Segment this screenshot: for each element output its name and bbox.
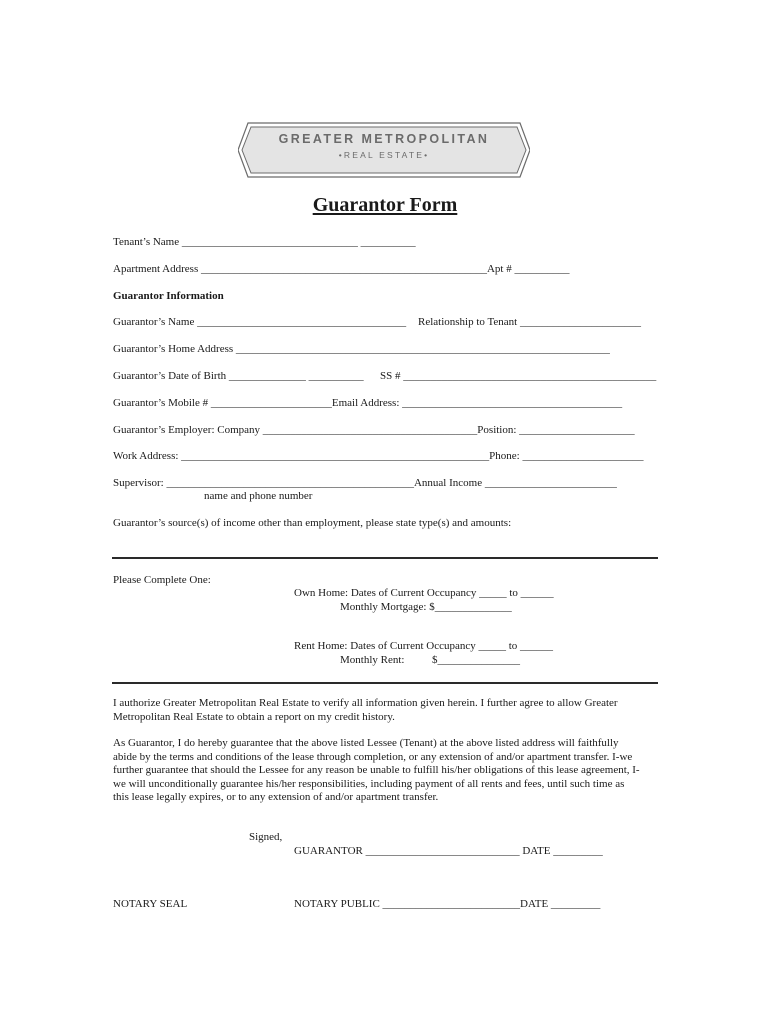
ss-number-field[interactable]: SS # ______________________________________________ [380,370,657,382]
logo-text-secondary: •REAL ESTATE• [338,150,430,160]
form-title: Guarantor Form [312,194,458,216]
guarantor-signature-field[interactable]: GUARANTOR ____________________________ DATE _________ [294,845,603,857]
employer-position-field[interactable]: Guarantor’s Employer: Company _______________________________________Position: _____________________ [113,424,635,436]
divider-rule [112,557,658,559]
mobile-email-field[interactable]: Guarantor’s Mobile # ______________________Email Address: ________________________________________ [113,397,623,409]
authorization-paragraph [113,697,649,724]
relationship-field[interactable]: Relationship to Tenant ______________________ [418,316,641,328]
home-address-field[interactable]: Guarantor’s Home Address ____________________________________________________________________ [113,343,610,355]
notary-public-field[interactable]: NOTARY PUBLIC _________________________DATE _________ [294,898,601,910]
logo-text-primary: GREATER METROPOLITAN [278,132,490,146]
monthly-rent-label: Monthly Rent: [340,654,405,666]
guarantee-line: further guarantee that should the Lessee for any reason be unable to fulfill his/her obligations of this lease agreement, I- [113,764,640,776]
guarantee-paragraph [113,737,649,805]
apartment-address-field[interactable]: Apartment Address ____________________________________________________Apt # __________ [113,263,570,275]
supervisor-income-field[interactable]: Supervisor: _____________________________________________Annual Income ________________________ [113,477,617,489]
divider-rule [112,682,658,684]
work-address-phone-field[interactable]: Work Address: ________________________________________________________Phone: ______________________ [113,450,644,462]
authorization-line: I authorize Greater Metropolitan Real Estate to verify all information given herein. I further agree to allow Greater [113,697,618,709]
supervisor-hint: name and phone number [204,490,313,502]
authorization-line: Metropolitan Real Estate to obtain a report on my credit history. [113,710,395,723]
company-logo [238,120,530,180]
signed-label: Signed, [249,831,283,843]
monthly-mortgage-field[interactable]: Monthly Mortgage: $______________ [340,601,512,613]
guarantee-line: we will unconditionally guarantee his/her responsibilities, including payment of all rents and fees, until such time as [113,777,625,790]
monthly-rent-field[interactable]: $_______________ [432,654,520,666]
tenant-name-field[interactable]: Tenant’s Name ________________________________ __________ [113,236,416,248]
own-home-occupancy-field[interactable]: Own Home: Dates of Current Occupancy _____ to ______ [294,587,554,599]
guarantee-line: abide by the terms and conditions of the lease through completion, or any extension of and/or apartment transfer. I-we [113,750,633,763]
guarantor-info-heading: Guarantor Information [113,290,224,302]
date-of-birth-field[interactable]: Guarantor’s Date of Birth ______________ __________ [113,370,364,382]
notary-seal-label: NOTARY SEAL [113,898,188,910]
please-complete-label: Please Complete One: [113,574,211,586]
income-sources-label: Guarantor’s source(s) of income other than employment, please state type(s) and amounts: [113,517,512,529]
guarantee-line: As Guarantor, I do hereby guarantee that the above listed Lessee (Tenant) at the above listed address will faithfully [113,737,619,749]
guarantee-line: this lease legally expires, or to any extension of and/or apartment transfer. [113,791,439,803]
rent-home-occupancy-field[interactable]: Rent Home: Dates of Current Occupancy _____ to ______ [294,640,554,652]
guarantor-name-field[interactable]: Guarantor’s Name ______________________________________ [113,316,407,328]
